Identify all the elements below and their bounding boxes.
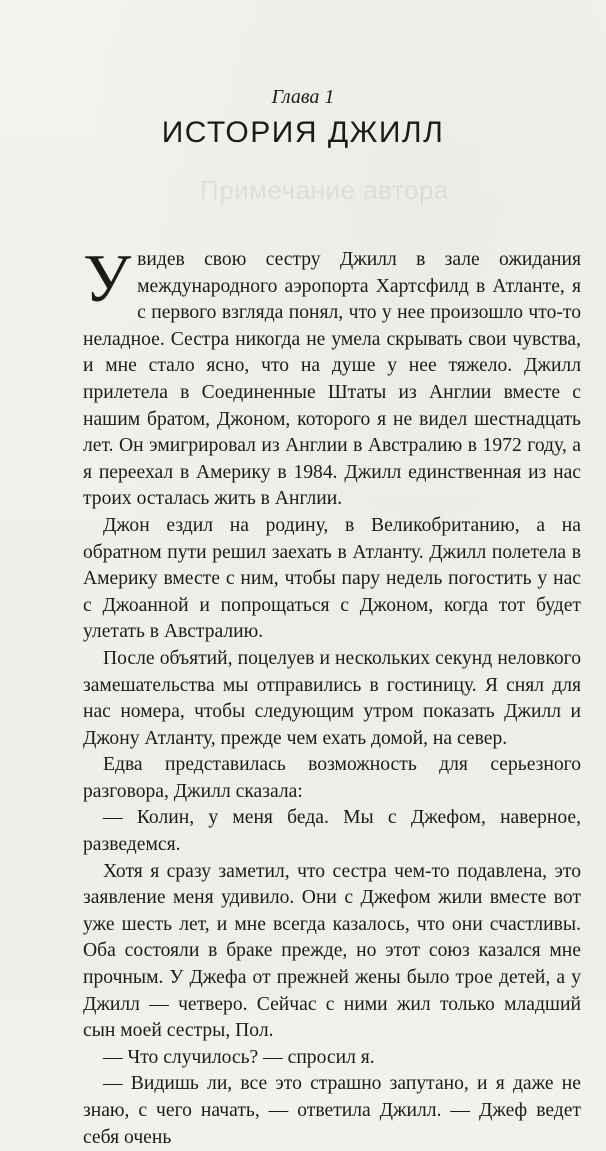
body-text [83,240,581,1151]
show-through-text: Примечание автора [200,175,449,205]
paragraph: После объятий, поцелуев и нескольких секунд неловкого замешательства мы отправились в гостиницу. Я снял для нас номера, чтобы следующим утром показать Джилл и Джону Атланту, прежде чем ехать домой, на север. [83,647,581,749]
paragraph [83,240,581,513]
paragraph: Джон ездил на родину, в Великобританию, а на обратном пути решил заехать в Атланту. Джилл полетела в Америку вместе с ним, чтобы пару недель погостить у нас с Джоанной и попрощаться с Джоном, когда тот будет улетать в Австралию. [83,514,581,643]
paragraph: Хотя я сразу заметил, что сестра чем-то подавлена, это заявление меня удивило. Они с Джефом жили вместе вот уже шесть лет, и мне всегда казалось, что они счастливы. Оба состояли в браке прежде, но этот союз казался мне прочным. У Джефа от прежней жены было трое детей, а у Джилл — четверо. Сейчас с ними жил только младший сын моей сестры, Пол. [83,860,581,1042]
chapter-title: ИСТОРИЯ ДЖИЛЛ [161,116,445,149]
paragraph: — Видишь ли, все это страшно запутано, и я даже не знаю, с чего начать, — ответила Джилл. — Джеф ведет себя очень [83,1073,581,1148]
paragraph-text: видев свою сестру Джилл в зале ожидания международного аэропорта Хартсфилд в Атланте, я с первого взгляда понял, что у нее произошло что-то неладное. Сестра никогда не умела скрывать свои чувства, и мне стало ясно, что на душе у нее тяжело. Джилл прилетела в Соединенные Штаты из Англии вместе с нашим братом, Джоном, которого я не видел шестнадцать лет. Он эмигрировал из Англии в Австралию в 1972 году, а я переехал в Америку в 1984. Джилл единственная из нас троих осталась жить в Англии. [83,249,581,510]
paragraph: — Колин, у меня беда. Мы с Джефом, наверное, разведемся. [83,807,581,856]
drop-cap: У [83,240,132,316]
paragraph: — Что случилось? — спросил я. [103,1046,375,1068]
chapter-label: Глава 1 [271,86,335,108]
paragraph: Едва представилась возможность для серьезного разговора, Джилл сказала: [83,754,581,802]
